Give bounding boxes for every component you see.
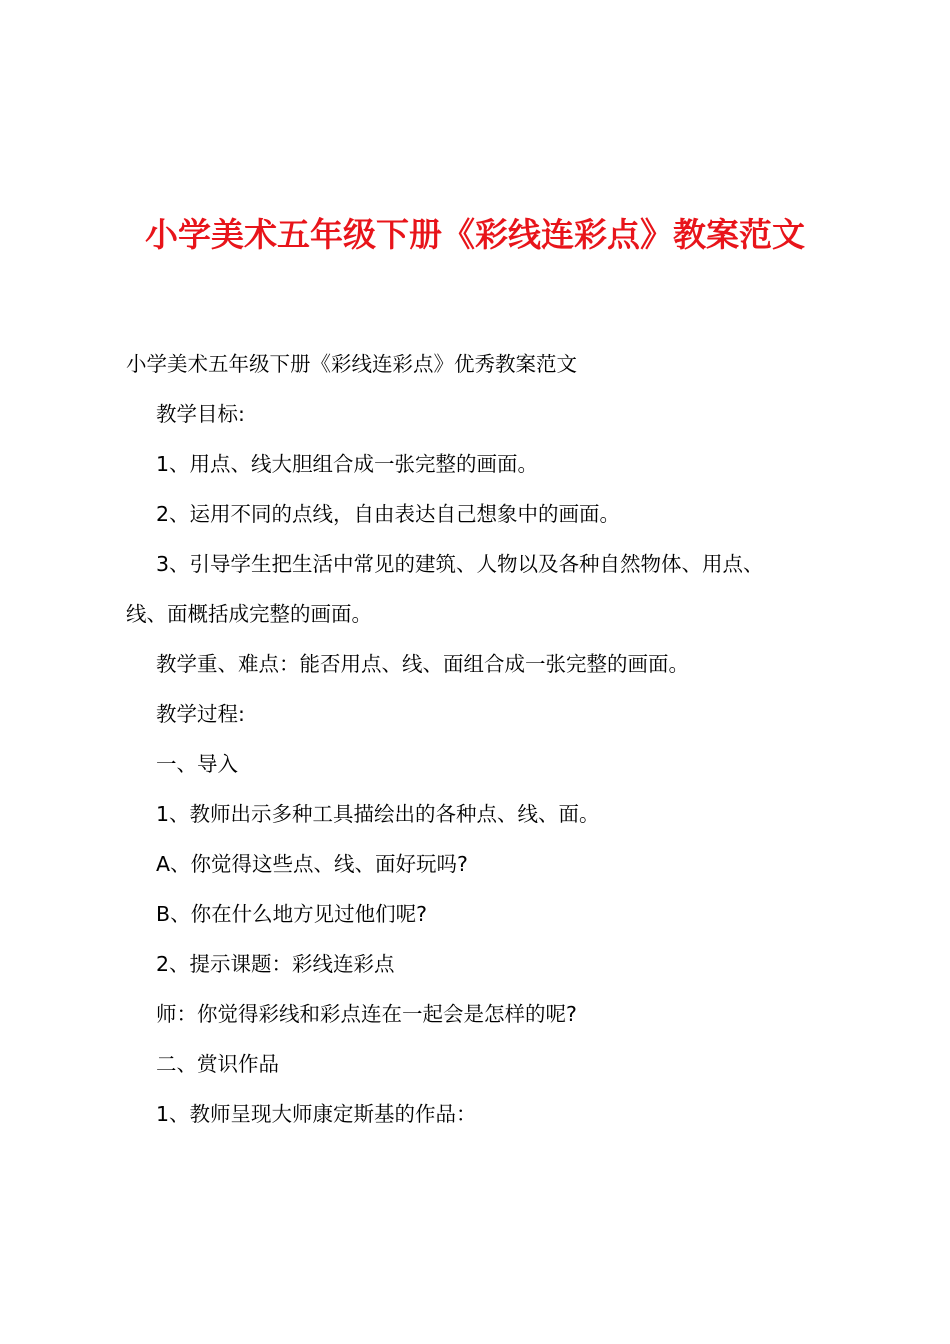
objective-item-2: 2、运用不同的点线，自由表达自己想象中的画面。	[156, 502, 621, 526]
section-heading-process: 教学过程:	[156, 702, 245, 726]
part-heading-introduction: 一、导入	[156, 752, 238, 776]
objective-item-3: 3、引导学生把生活中常见的建筑、人物以及各种自然物体、用点、	[156, 552, 764, 576]
introduction-item-1: 1、教师出示多种工具描绘出的各种点、线、面。	[156, 802, 600, 826]
objective-item-3-continued: 线、面概括成完整的画面。	[126, 602, 372, 626]
question-b: B、你在什么地方见过他们呢?	[156, 902, 427, 926]
part-heading-appreciation: 二、赏识作品	[156, 1052, 279, 1076]
teacher-question: 师：你觉得彩线和彩点连在一起会是怎样的呢?	[156, 1002, 577, 1026]
section-heading-objectives: 教学目标:	[156, 402, 245, 426]
introduction-item-2: 2、提示课题：彩线连彩点	[156, 952, 395, 976]
objective-item-1: 1、用点、线大胆组合成一张完整的画面。	[156, 452, 539, 476]
document-title: 小学美术五年级下册《彩线连彩点》教案范文	[145, 215, 805, 254]
key-difficulty-paragraph: 教学重、难点：能否用点、线、面组合成一张完整的画面。	[156, 652, 689, 676]
document-body	[126, 339, 832, 1139]
subtitle-paragraph: 小学美术五年级下册《彩线连彩点》优秀教案范文	[126, 352, 577, 376]
appreciation-item-1: 1、教师呈现大师康定斯基的作品：	[156, 1102, 477, 1126]
question-a: A、你觉得这些点、线、面好玩吗?	[156, 852, 468, 876]
